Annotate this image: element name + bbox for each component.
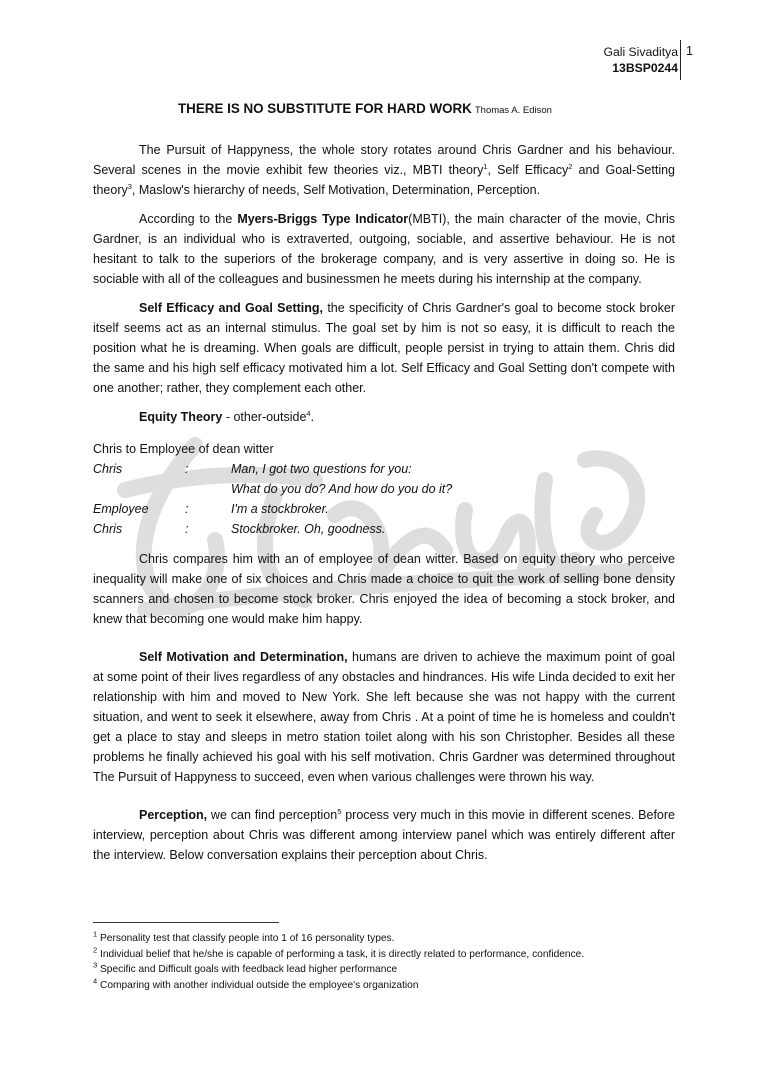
footnote-item: $^4$ Comparing with another individual outside the employee's organization [93,976,419,991]
document-title [178,101,552,116]
roll-number: 13BSP0244 [612,61,678,75]
paragraph-perception: Perception, we can find perception$^5$ process very much in this movie in different scenes. Before interview, perception about Chris was different among interview panel which was entirely different after the interview. Below conversation explains their perception about Chris. [93,806,676,862]
paragraph-equity-comparison: Chris compares him with an of employee of dean witter. Based on equity theory who perceive inequality will make one of six choices and Chris made a choice to quit the work of selling bone density scanners and chosen to become stock broker. Chris enjoyed the idea of becoming a stock broker, and knew that becoming one would make him happy. [93,552,675,626]
paragraph-self-efficacy: Self Efficacy and Goal Setting, the specificity of Chris Gardner's goal to become stock broker itself seems act as an internal stimulus. The goal set by him is not so easy, it is difficult to reach the position what he is dreaming. When goals are difficult, people persist in trying to attain them. Chris did the same and his high self efficacy motivated him a lot. Self Efficacy and Goal Setting don't compete with one another; rather, they complement each other. [93,301,675,395]
paragraph-self-motivation: Self Motivation and Determination, humans are driven to achieve the maximum point of goal at some point of their lives regardless of any obstacles and hindrances. His wife Linda decided to exit her relationship with him and moved to New York. She left because she was not happy with the current situation, and went to seek it elsewhere, away from Chris . At a point of time he is homeless and couldn't get a place to stay and sleeps in metro station toilet along with his son Christopher. Besides all these problems he finally achieved his goal with his self motivation. Chris Gardner was determined throughout The Pursuit of Happyness to succeed, even when various challenges were thrown his way. [93,650,676,784]
dialog-row: Employee : I'm a stockbroker. [93,502,329,516]
document-body [93,140,675,874]
paragraph-equity-theory: Equity Theory - other-outside$^4$. [139,408,315,424]
dialog-intro: Chris to Employee of dean witter [93,442,274,456]
dialog-row: Chris : Stockbroker. Oh, goodness. [93,522,386,536]
page-number: 1 [686,44,693,58]
footnote-ref: 3 [127,181,132,191]
footnote-divider [93,922,279,923]
dialog-block [93,439,675,539]
header-divider [680,40,681,80]
title-attribution: Thomas A. Edison [474,105,552,116]
footnote-ref: 5 [337,806,342,816]
title-text: THERE IS NO SUBSTITUTE FOR HARD WORK [178,101,472,116]
footnote-ref: 2 [568,161,573,171]
page-header [603,44,678,76]
footnote-item: $^3$ Specific and Difficult goals with feedback lead higher performance [93,960,398,975]
paragraph-intro: The Pursuit of Happyness, the whole story rotates around Chris Gardner and his behaviour. Several scenes in the movie exhibit few theories viz., MBTI theory$^1$, Self Efficacy$^2$ and Goal-Setting theory$^3$, Maslow's hierarchy of needs, Self Motivation, Determination, Perception. [93,143,675,197]
author-name: Gali Sivaditya [603,45,678,59]
dialog-row: Chris : Man, I got two questions for you: [93,462,412,476]
paragraph-mbti: According to the Myers-Briggs Type Indicator(MBTI), the main character of the movie, Chris Gardner, is an individual who is extraverted, outgoing, sociable, and assertive behaviour. He is not hesitant to talk to the superiors of the brokerage company, and is very assertive in doing so. He is sociable with all of the colleagues and businessmen he meets during his internship at the company. [93,212,675,286]
footnotes [93,931,693,993]
footnote-ref: 4 [306,408,311,418]
footnote-item: $^2$ Individual belief that he/she is capable of performing a task, it is directly related to performance, confidence. [93,945,585,960]
dialog-row: What do you do? And how do you do it? [231,482,453,496]
footnote-ref: 1 [483,161,488,171]
footnote-item: $^1$ Personality test that classify people into 1 of 16 personality types. [93,929,395,944]
